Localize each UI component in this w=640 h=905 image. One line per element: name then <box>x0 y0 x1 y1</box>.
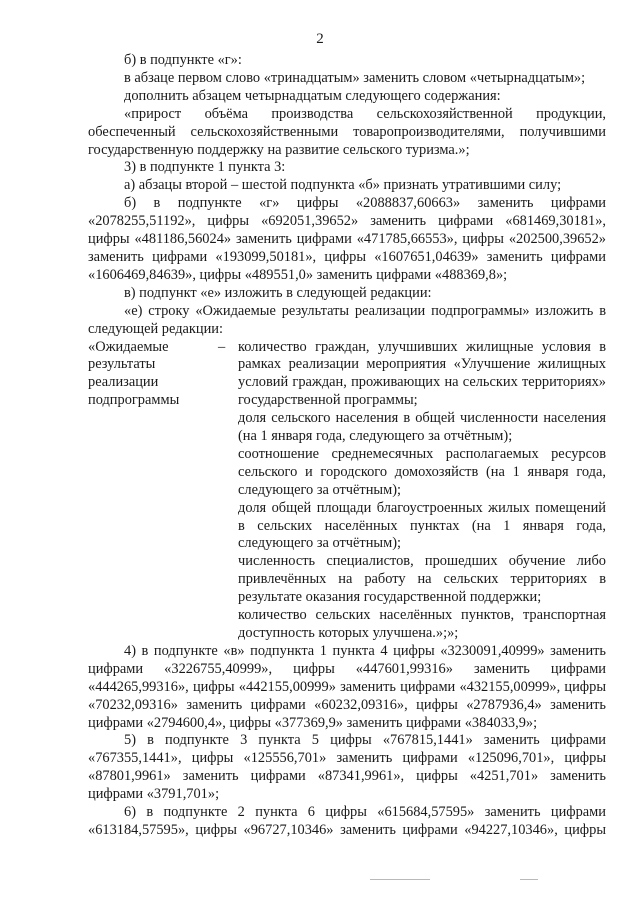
paragraph: «прирост объёма производства сельскохозяйственной продукции, обеспеченный сельскохозяйственными товаропроизводителями, получившими государственную поддержку на развитие сельского туризма.»; <box>88 105 606 158</box>
paragraph: 3) в подпункте 1 пункта 3: <box>124 159 286 176</box>
row-dash: – <box>218 338 226 355</box>
paragraph: б) в подпункте «г»: <box>124 52 242 68</box>
paragraph: в абзаце первом слово «тринадцатым» заменить словом «четырнадцатым»; <box>124 69 586 86</box>
paragraph: 6) в подпункте 2 пункта 6 цифры «615684,57595» заменить цифрами «613184,57595», цифры «96727,10346» заменить цифрами «94227,10346», цифры <box>88 804 606 838</box>
paragraph: а) абзацы второй – шестой подпункта «б» признать утратившими силу; <box>124 177 562 194</box>
result-item: количество граждан, улучшивших жилищные условия в рамках реализации мероприятия «Улучшение жилищных условий граждан, проживающих на сельских территориях» государственной программы; <box>238 338 606 409</box>
paragraph: б) в подпункте «г» цифры «2088837,60663» заменить цифрами «2078255,51192», цифры «692051,39652» заменить цифрами «681469,30181», цифры «481186,56024» заменить цифрами «471785,66553», цифры «202500,39652» заменить цифрами «193099,50181», цифры «1607651,04639» заменить цифрами «1606469,84639», цифры «489551,0» заменить цифрами «488369,8»; <box>88 195 606 283</box>
paragraph: 5) в подпункте 3 пункта 5 цифры «767815,1441» заменить цифрами «767355,1441», цифры «125556,701» заменить цифрами «125096,701», цифры «87801,9961» заменить цифрами «87341,9961», цифры «4251,701» заменить цифрами «3791,701»; <box>88 732 606 803</box>
result-item: доля сельского населения в общей численности населения (на 1 января года, следующего за отчётным); <box>238 410 606 445</box>
paragraph: в) подпункт «е» изложить в следующей редакции: <box>124 284 432 301</box>
scan-artifact-line <box>520 879 538 880</box>
paragraph: дополнить абзацем четырнадцатым следующего содержания: <box>124 87 501 104</box>
result-item: численность специалистов, прошедших обучение либо привлечённых на работу на сельских территориях в результате оказания государственной поддержки; <box>238 553 606 606</box>
page-number: 2 <box>316 31 324 47</box>
row-label-cell <box>88 338 226 643</box>
row-value-cell <box>238 339 606 643</box>
result-item: доля общей площади благоустроенных жилых помещений в сельских населённых пунктах (на 1 января года, следующего за отчётным); <box>238 499 606 552</box>
paragraph: «е) строку «Ожидаемые результаты реализации подпрограммы» изложить в следующей редакции: <box>88 302 606 337</box>
result-item: соотношение среднемесячных располагаемых ресурсов сельского и городского домохозяйств (на 1 января года, следующего за отчётным); <box>238 445 606 498</box>
row-label: «Ожидаемые результаты реализации подпрограммы <box>88 338 180 409</box>
passport-row <box>88 339 606 643</box>
paragraph: 4) в подпункте «в» подпункта 1 пункта 4 цифры «3230091,40999» заменить цифрами «3226755,40999», цифры «447601,99316» заменить цифрами «444265,99316», цифры «442155,00999» заменить цифрами «432155,00999», цифры «70232,09316» заменить цифрами «60232,09316», цифры «2787936,4» заменить цифрами «2794600,4», цифры «377369,9» заменить цифрами «384033,9»; <box>88 642 606 731</box>
result-item: количество сельских населённых пунктов, транспортная доступность которых улучшена.»;»; <box>238 607 606 641</box>
document-body <box>88 52 606 840</box>
scan-artifact-line <box>370 879 430 880</box>
